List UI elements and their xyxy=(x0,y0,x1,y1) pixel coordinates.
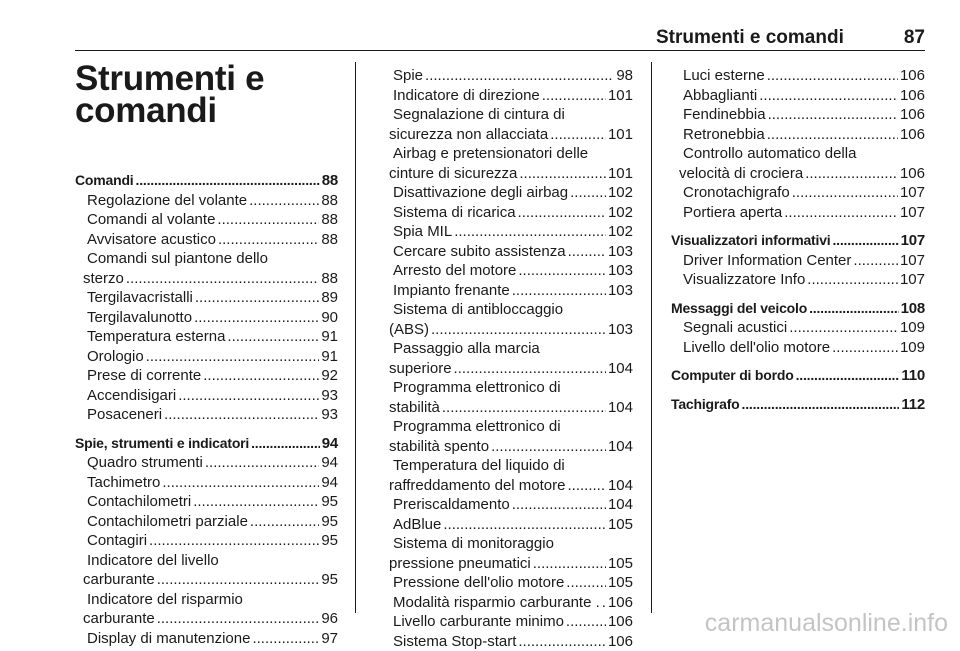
dot-leader xyxy=(805,164,898,184)
toc-page-number: 107 xyxy=(900,270,925,290)
toc-entry[interactable] xyxy=(671,66,925,86)
toc-page-number: 93 xyxy=(321,386,338,406)
toc-entry-label: Indicatore del risparmio xyxy=(87,590,243,610)
toc-entry[interactable] xyxy=(381,495,633,515)
toc-entry[interactable] xyxy=(671,338,925,358)
toc-entry-label: Livello carburante minimo xyxy=(393,612,564,632)
toc-page-number: 98 xyxy=(616,66,633,86)
toc-entry-label: sicurezza non allacciata xyxy=(389,125,548,145)
toc-entry-label: Quadro strumenti xyxy=(87,453,203,473)
toc-page-number: 95 xyxy=(321,492,338,512)
toc-page-number: 103 xyxy=(608,261,633,281)
toc-page-number: 91 xyxy=(321,327,338,347)
toc-entry-label: Computer di bordo xyxy=(671,366,794,386)
toc-entry-label: Contachilometri parziale xyxy=(87,512,248,532)
toc-entry-label: Segnalazione di cintura di xyxy=(393,105,565,125)
toc-page-number: 90 xyxy=(321,308,338,328)
toc-page-number: 105 xyxy=(608,515,633,535)
dot-leader xyxy=(518,632,606,651)
toc-page-number: 106 xyxy=(608,593,633,613)
toc-entry-label: raffreddamento del motore xyxy=(389,476,566,496)
dot-leader xyxy=(512,495,606,515)
toc-entry[interactable] xyxy=(75,531,338,551)
toc-column-1 xyxy=(75,171,338,648)
toc-entry-label: pressione pneumatici xyxy=(389,554,531,574)
dot-leader xyxy=(425,66,614,86)
toc-entry[interactable] xyxy=(671,105,925,125)
toc-entry[interactable] xyxy=(381,573,633,593)
toc-entry-label: Cronotachigrafo xyxy=(683,183,790,203)
toc-entry[interactable] xyxy=(381,534,633,573)
toc-entry-label: carburante xyxy=(83,570,155,590)
toc-entry[interactable] xyxy=(381,632,633,651)
header-section-title: Strumenti e comandi xyxy=(656,27,844,49)
toc-entry-label: Messaggi del veicolo xyxy=(671,299,807,319)
toc-section-entry[interactable] xyxy=(671,366,925,386)
toc-entry-label: Contachilometri xyxy=(87,492,191,512)
dot-leader xyxy=(164,405,319,425)
toc-entry-label: Avvisatore acustico xyxy=(87,230,216,250)
dot-leader xyxy=(784,203,898,223)
toc-entry-label: Regolazione del volante xyxy=(87,191,247,211)
toc-page-number: 106 xyxy=(900,164,925,184)
toc-entry-label: Retronebbia xyxy=(683,125,765,145)
toc-entry-label: superiore xyxy=(389,359,452,379)
toc-entry[interactable] xyxy=(671,270,925,290)
toc-page-number: 107 xyxy=(900,203,925,223)
dot-leader xyxy=(518,203,606,223)
toc-page-number: 107 xyxy=(900,251,925,271)
toc-page-number: 94 xyxy=(322,434,338,454)
dot-leader xyxy=(193,492,319,512)
toc-page-number: 112 xyxy=(901,395,925,415)
toc-page-number: 106 xyxy=(608,612,633,632)
toc-page-number: 110 xyxy=(901,366,925,386)
toc-entry-label: Comandi sul piantone dello xyxy=(87,249,268,269)
toc-entry[interactable] xyxy=(381,183,633,203)
toc-entry-label: Arresto del motore xyxy=(393,261,516,281)
toc-entry-label: Accendisigari xyxy=(87,386,176,406)
toc-entry-label: Impianto frenante xyxy=(393,281,510,301)
toc-entry-label: Temperatura esterna xyxy=(87,327,225,347)
toc-page-number: 106 xyxy=(900,125,925,145)
toc-entry-label: Pressione dell'olio motore xyxy=(393,573,564,593)
toc-section-entry[interactable] xyxy=(671,231,925,251)
toc-page-number: 95 xyxy=(321,570,338,590)
toc-entry-label: Passaggio alla marcia xyxy=(393,339,540,359)
dot-leader xyxy=(249,191,319,211)
header-page-number: 87 xyxy=(904,27,925,49)
toc-entry[interactable] xyxy=(75,386,338,406)
dot-leader xyxy=(442,398,606,418)
toc-entry[interactable] xyxy=(381,222,633,242)
toc-entry-label: Tergilavalunotto xyxy=(87,308,192,328)
toc-entry-label: (ABS) xyxy=(389,320,429,340)
toc-entry[interactable] xyxy=(75,308,338,328)
toc-page-number: 101 xyxy=(608,125,633,145)
toc-entry[interactable] xyxy=(671,318,925,338)
toc-page-number: 106 xyxy=(900,105,925,125)
toc-entry-label: Spie xyxy=(393,66,423,86)
dot-leader xyxy=(807,270,898,290)
toc-entry-label: Sistema Stop-start xyxy=(393,632,516,651)
toc-page-number: 104 xyxy=(608,495,633,515)
toc-entry-label: Sistema di ricarica xyxy=(393,203,516,223)
dot-leader xyxy=(146,347,320,367)
dot-leader xyxy=(518,261,606,281)
toc-page-number: 94 xyxy=(321,453,338,473)
toc-entry[interactable] xyxy=(381,612,633,632)
dot-leader xyxy=(203,366,319,386)
toc-entry[interactable] xyxy=(75,210,338,230)
dot-leader xyxy=(136,171,320,191)
toc-entry-label: Tachigrafo xyxy=(671,395,740,415)
header-divider xyxy=(75,50,925,51)
toc-section-entry[interactable] xyxy=(671,395,925,415)
toc-entry[interactable] xyxy=(381,300,633,339)
dot-leader xyxy=(454,359,606,379)
dot-leader xyxy=(533,554,606,574)
toc-page-number: 103 xyxy=(608,320,633,340)
toc-page-number: 88 xyxy=(322,171,338,191)
toc-entry[interactable] xyxy=(75,492,338,512)
toc-page-number: 91 xyxy=(321,347,338,367)
toc-entry-label: Spie, strumenti e indicatori xyxy=(75,434,249,454)
toc-entry-label: Programma elettronico di xyxy=(393,417,561,437)
toc-entry[interactable] xyxy=(75,453,338,473)
dot-leader xyxy=(443,515,606,535)
toc-entry[interactable] xyxy=(75,327,338,347)
toc-entry-label: Preriscaldamento xyxy=(393,495,510,515)
toc-entry-label: Segnali acustici xyxy=(683,318,787,338)
toc-entry[interactable] xyxy=(381,378,633,417)
dot-leader xyxy=(568,476,606,496)
toc-entry-label: Controllo automatico della xyxy=(683,144,856,164)
toc-column-2 xyxy=(381,66,633,651)
toc-page-number: 106 xyxy=(608,632,633,651)
toc-entry[interactable] xyxy=(75,551,338,590)
toc-page-number: 88 xyxy=(321,230,338,250)
toc-page-number: 89 xyxy=(321,288,338,308)
column-divider xyxy=(355,62,356,613)
toc-entry[interactable] xyxy=(381,339,633,378)
toc-entry[interactable] xyxy=(75,473,338,493)
dot-leader xyxy=(767,125,898,145)
watermark: carmanualsonline.info xyxy=(705,609,948,638)
toc-entry-label: Prese di corrente xyxy=(87,366,201,386)
toc-entry[interactable] xyxy=(75,405,338,425)
toc-page-number: 88 xyxy=(321,191,338,211)
toc-entry-label: Fendinebbia xyxy=(683,105,766,125)
toc-entry-label: cinture di sicurezza xyxy=(389,164,517,184)
toc-entry[interactable] xyxy=(75,288,338,308)
toc-column-3 xyxy=(671,66,925,414)
toc-page-number: 92 xyxy=(321,366,338,386)
toc-entry-label: Comandi al volante xyxy=(87,210,215,230)
toc-entry[interactable] xyxy=(75,230,338,250)
toc-entry[interactable] xyxy=(381,261,633,281)
toc-entry-label: Indicatore del livello xyxy=(87,551,219,571)
toc-entry-label: Luci esterne xyxy=(683,66,765,86)
toc-entry-label: Cercare subito assistenza xyxy=(393,242,566,262)
toc-entry-label: sterzo xyxy=(83,269,124,289)
toc-page-number: 103 xyxy=(608,281,633,301)
toc-page-number: 105 xyxy=(608,554,633,574)
toc-entry-label: Display di manutenzione xyxy=(87,629,250,649)
dot-leader xyxy=(832,231,898,251)
toc-entry[interactable] xyxy=(75,366,338,386)
toc-entry[interactable] xyxy=(671,251,925,271)
dot-leader xyxy=(759,86,898,106)
toc-page-number: 102 xyxy=(608,183,633,203)
toc-page-number: 97 xyxy=(321,629,338,649)
dot-leader xyxy=(217,210,319,230)
dot-leader xyxy=(792,183,898,203)
dot-leader xyxy=(252,629,319,649)
dot-leader xyxy=(550,125,606,145)
dot-leader xyxy=(149,531,319,551)
toc-entry-label: Disattivazione degli airbag xyxy=(393,183,568,203)
dot-leader xyxy=(157,609,320,629)
toc-entry[interactable] xyxy=(381,203,633,223)
toc-page-number: 101 xyxy=(608,86,633,106)
toc-page-number: 108 xyxy=(901,299,925,319)
toc-page-number: 88 xyxy=(321,269,338,289)
dot-leader xyxy=(542,86,606,106)
toc-page-number: 102 xyxy=(608,222,633,242)
toc-entry-label: Modalità risparmio carburante . xyxy=(393,593,600,613)
toc-page-number: 94 xyxy=(321,473,338,493)
toc-page-number: 106 xyxy=(900,66,925,86)
toc-page-number: 101 xyxy=(608,164,633,184)
toc-page-number: 96 xyxy=(321,609,338,629)
toc-page-number: 95 xyxy=(321,531,338,551)
toc-page-number: 102 xyxy=(608,203,633,223)
toc-entry[interactable] xyxy=(381,105,633,144)
toc-entry-label: Contagiri xyxy=(87,531,147,551)
dot-leader xyxy=(162,473,319,493)
dot-leader xyxy=(454,222,606,242)
toc-entry-label: Airbag e pretensionatori delle xyxy=(393,144,588,164)
dot-leader xyxy=(227,327,319,347)
toc-page-number: 95 xyxy=(321,512,338,532)
dot-leader xyxy=(796,366,900,386)
toc-entry[interactable] xyxy=(75,629,338,649)
toc-entry-label: Abbaglianti xyxy=(683,86,757,106)
toc-entry-label: Sistema di monitoraggio xyxy=(393,534,554,554)
toc-page-number: 107 xyxy=(900,183,925,203)
dot-leader xyxy=(178,386,319,406)
toc-entry-label: Visualizzatore Info xyxy=(683,270,805,290)
toc-page-number: 104 xyxy=(608,359,633,379)
toc-entry-label: AdBlue xyxy=(393,515,441,535)
toc-page-number: 106 xyxy=(900,86,925,106)
dot-leader xyxy=(512,281,606,301)
dot-leader xyxy=(126,269,319,289)
toc-page-number: 103 xyxy=(608,242,633,262)
toc-entry[interactable] xyxy=(381,281,633,301)
toc-entry-label: stabilità xyxy=(389,398,440,418)
toc-entry-label: Indicatore di direzione xyxy=(393,86,540,106)
dot-leader xyxy=(491,437,606,457)
toc-page-number: 104 xyxy=(608,398,633,418)
toc-entry-label: Tergilavacristalli xyxy=(87,288,193,308)
toc-entry[interactable] xyxy=(75,512,338,532)
toc-entry-label: velocità di crociera xyxy=(679,164,803,184)
dot-leader xyxy=(218,230,319,250)
toc-entry[interactable] xyxy=(381,66,633,86)
toc-page-number: 109 xyxy=(900,338,925,358)
toc-page-number: 104 xyxy=(608,437,633,457)
dot-leader xyxy=(570,183,606,203)
toc-entry[interactable] xyxy=(671,183,925,203)
toc-entry[interactable] xyxy=(671,144,925,183)
toc-page-number: 93 xyxy=(321,405,338,425)
toc-section-entry[interactable] xyxy=(75,434,338,454)
toc-entry-label: stabilità spento xyxy=(389,437,489,457)
dot-leader xyxy=(194,308,319,328)
toc-entry[interactable] xyxy=(381,417,633,456)
dot-leader xyxy=(195,288,319,308)
toc-entry[interactable] xyxy=(75,249,338,288)
dot-leader xyxy=(568,242,606,262)
toc-entry-label: Spia MIL xyxy=(393,222,452,242)
dot-leader xyxy=(789,318,898,338)
toc-entry-label: Temperatura del liquido di xyxy=(393,456,565,476)
dot-leader xyxy=(832,338,898,358)
dot-leader xyxy=(742,395,900,415)
toc-entry[interactable] xyxy=(75,191,338,211)
dot-leader xyxy=(250,512,319,532)
toc-entry-label: Programma elettronico di xyxy=(393,378,561,398)
dot-leader xyxy=(566,573,606,593)
toc-entry[interactable] xyxy=(75,590,338,629)
toc-page-number: 105 xyxy=(608,573,633,593)
toc-entry-label: Visualizzatori informativi xyxy=(671,231,830,251)
toc-entry[interactable] xyxy=(381,86,633,106)
toc-page-number: 107 xyxy=(901,231,925,251)
toc-entry[interactable] xyxy=(75,347,338,367)
toc-page-number: 104 xyxy=(608,476,633,496)
dot-leader xyxy=(519,164,606,184)
toc-entry-label: Tachimetro xyxy=(87,473,160,493)
toc-entry[interactable] xyxy=(381,456,633,495)
toc-entry-label: carburante xyxy=(83,609,155,629)
toc-entry-label: Portiera aperta xyxy=(683,203,782,223)
page-title: Strumenti e comandi xyxy=(75,63,345,127)
dot-leader xyxy=(809,299,899,319)
dot-leader xyxy=(602,593,606,613)
toc-page-number: 109 xyxy=(900,318,925,338)
toc-entry-label: Sistema di antibloccaggio xyxy=(393,300,563,320)
toc-entry[interactable] xyxy=(381,593,633,613)
page-header xyxy=(75,24,925,52)
toc-entry[interactable] xyxy=(381,515,633,535)
dot-leader xyxy=(431,320,606,340)
dot-leader xyxy=(251,434,320,454)
toc-entry-label: Orologio xyxy=(87,347,144,367)
toc-entry[interactable] xyxy=(671,125,925,145)
toc-section-entry[interactable] xyxy=(671,299,925,319)
dot-leader xyxy=(566,612,606,632)
toc-entry-label: Posaceneri xyxy=(87,405,162,425)
dot-leader xyxy=(205,453,319,473)
toc-entry[interactable] xyxy=(381,144,633,183)
dot-leader xyxy=(157,570,320,590)
toc-section-entry[interactable] xyxy=(75,171,338,191)
toc-entry-label: Comandi xyxy=(75,171,134,191)
toc-entry-label: Driver Information Center xyxy=(683,251,851,271)
dot-leader xyxy=(767,66,898,86)
toc-entry[interactable] xyxy=(671,203,925,223)
toc-entry[interactable] xyxy=(671,86,925,106)
toc-entry[interactable] xyxy=(381,242,633,262)
dot-leader xyxy=(853,251,898,271)
toc-entry-label: Livello dell'olio motore xyxy=(683,338,830,358)
dot-leader xyxy=(768,105,898,125)
toc-page-number: 88 xyxy=(321,210,338,230)
column-divider xyxy=(651,62,652,613)
